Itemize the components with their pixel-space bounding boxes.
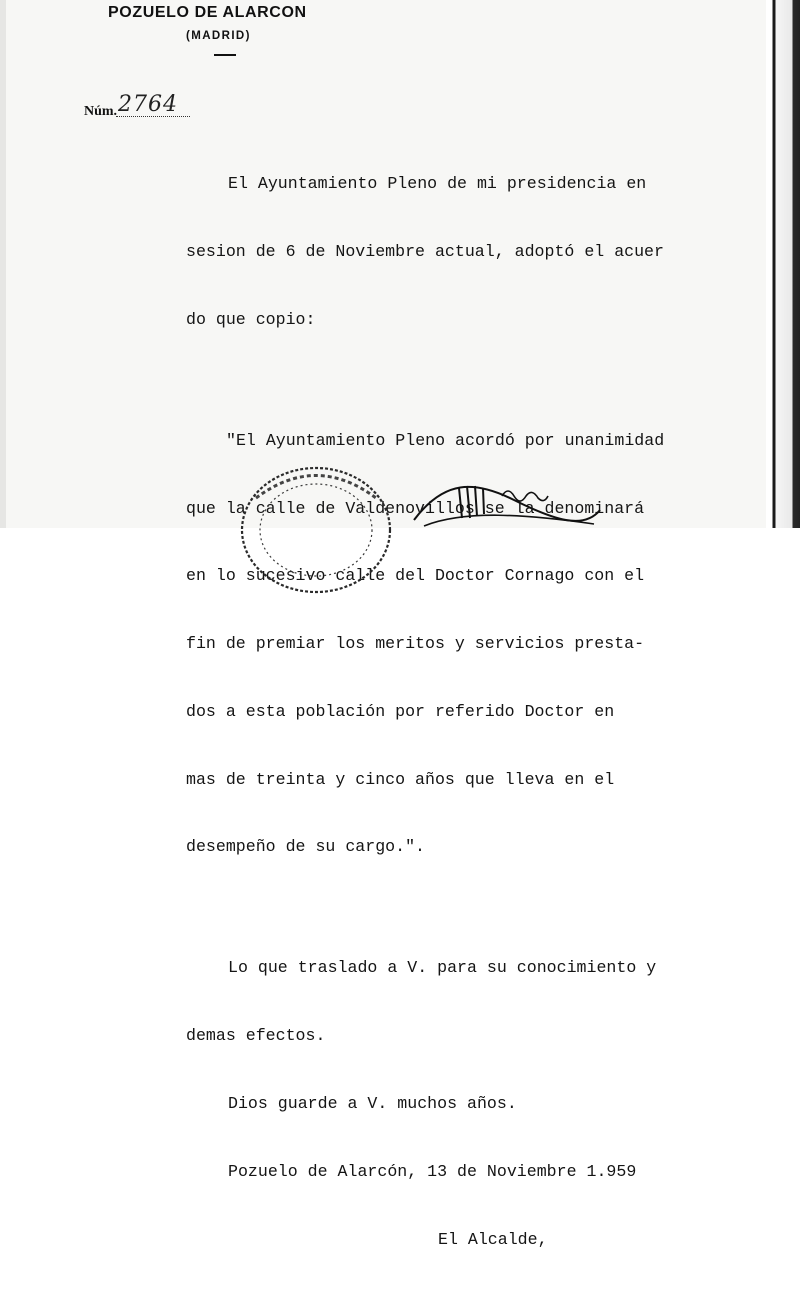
letter-body [186, 128, 786, 1296]
quote-line: mas de treinta y cinco años que lleva en el [186, 769, 615, 789]
reference-number: 2764 [118, 92, 178, 117]
reference-label: Núm. [84, 104, 118, 119]
official-seal-stamp [236, 458, 396, 588]
closing-line: Dios guarde a V. muchos años. [228, 1093, 517, 1113]
quote-line: "El Ayuntamiento Pleno acordó por unanimidad [226, 430, 665, 450]
quote-line: que la calle de Valdenovillos se la denominará [186, 498, 645, 518]
letterhead-title: POZUELO DE ALARCON [108, 4, 307, 21]
letterhead-rule [214, 54, 236, 56]
mayor-signature [404, 470, 604, 530]
closing-signoff: El Alcalde, [438, 1229, 548, 1249]
closing-line: demas efectos. [186, 1026, 326, 1046]
quote-line: dos a esta población por referido Doctor en [186, 701, 615, 721]
intro-line: do que copio: [186, 309, 316, 329]
intro-line: El Ayuntamiento Pleno de mi presidencia en [228, 174, 647, 194]
quote-line: en lo sucesivo calle del Doctor Cornago con el [186, 566, 645, 586]
quote-line: desempeño de su cargo.". [186, 837, 425, 857]
quote-line: fin de premiar los meritos y servicios presta- [186, 634, 645, 654]
closing-line: Lo que traslado a V. para su conocimiento y [228, 958, 657, 978]
closing-line: Pozuelo de Alarcón, 13 de Noviembre 1.959 [228, 1161, 637, 1181]
reference-underline [116, 116, 190, 117]
letterhead-subtitle: (MADRID) [186, 30, 251, 42]
intro-line: sesion de 6 de Noviembre actual, adoptó el acuer [186, 241, 664, 261]
page-edge-left [0, 0, 6, 528]
